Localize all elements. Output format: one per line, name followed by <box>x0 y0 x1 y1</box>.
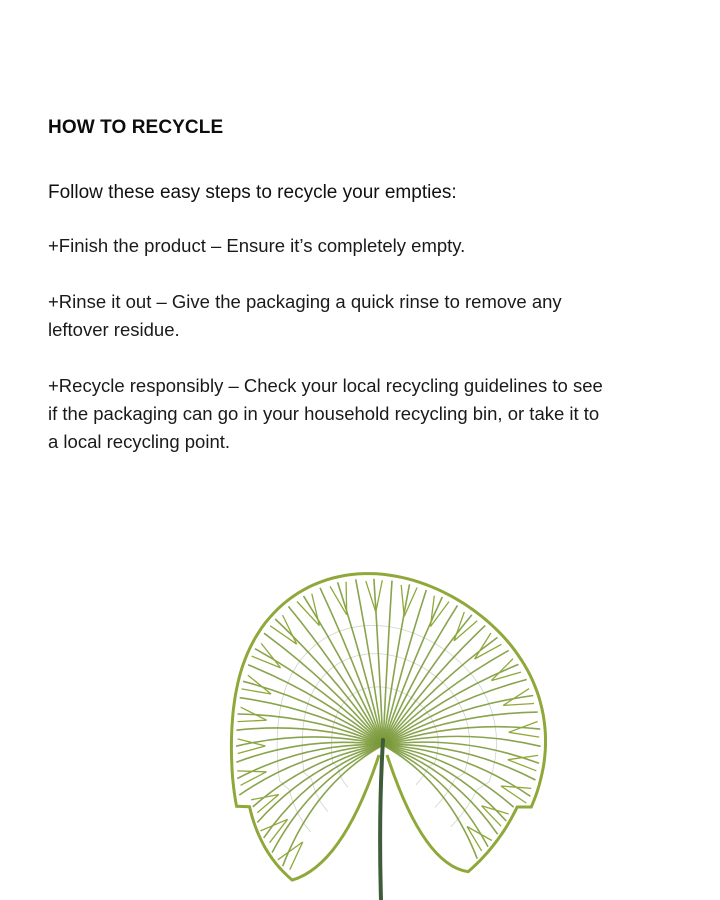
step-recycle: +Recycle responsibly – Check your local recycling guidelines to see if the packaging can go in your household recycling bin, or take it to a local recycling point. <box>48 375 603 452</box>
step-rinse: +Rinse it out – Give the packaging a quick rinse to remove any leftover residue. <box>48 291 562 340</box>
leaf-vein-fork <box>467 827 492 851</box>
leaf-stem <box>380 740 383 900</box>
leaf-vein-fork <box>237 771 266 785</box>
leaf-vein-fork <box>430 596 449 627</box>
instructions-section <box>48 116 608 484</box>
step-finish: +Finish the product – Ensure it’s completely empty. <box>48 235 466 256</box>
steps-list <box>48 232 608 456</box>
leaf-vein-fork <box>278 842 303 870</box>
leaf-vein <box>248 665 383 745</box>
leaf-vein <box>383 680 527 746</box>
page-title: HOW TO RECYCLE <box>48 117 224 138</box>
leaf-illustration <box>198 520 568 900</box>
leaf-vein <box>383 581 392 745</box>
intro-text: Follow these easy steps to recycle your empties: <box>48 182 457 203</box>
leaf-vein <box>383 664 519 745</box>
leaf-vein-fork <box>475 633 502 659</box>
leaf-vein <box>272 745 383 853</box>
leaf-vein <box>239 745 383 795</box>
leaf-vein <box>374 579 383 745</box>
